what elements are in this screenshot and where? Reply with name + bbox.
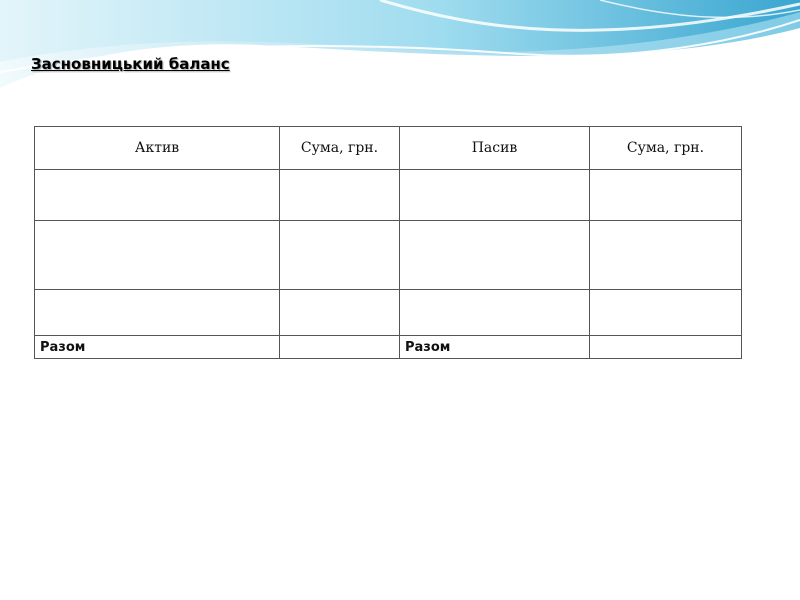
total-row — [35, 336, 742, 359]
table-row — [35, 170, 742, 221]
header-cell-assets: Актив — [35, 127, 280, 170]
table-cell — [400, 170, 590, 221]
header-wave-decoration — [0, 0, 800, 100]
header-cell-liabilities-sum: Сума, грн. — [590, 127, 742, 170]
table-cell — [35, 221, 280, 290]
table-cell — [400, 290, 590, 336]
table-cell — [590, 221, 742, 290]
total-assets-sum — [280, 336, 400, 359]
header-cell-assets-sum: Сума, грн. — [280, 127, 400, 170]
table-header-row — [35, 127, 742, 170]
total-liabilities-sum — [590, 336, 742, 359]
table-cell — [35, 170, 280, 221]
table-row — [35, 290, 742, 336]
table-row — [35, 221, 742, 290]
header-cell-liabilities: Пасив — [400, 127, 590, 170]
table-cell — [590, 290, 742, 336]
table-cell — [400, 221, 590, 290]
table-cell — [280, 170, 400, 221]
table-cell — [280, 290, 400, 336]
table-cell — [590, 170, 742, 221]
table-cell — [35, 290, 280, 336]
wave-front — [0, 0, 800, 62]
slide-title: Засновницький баланс — [31, 55, 230, 73]
total-liabilities-label: Разом — [400, 336, 590, 359]
balance-table — [34, 126, 742, 359]
total-assets-label: Разом — [35, 336, 280, 359]
table-cell — [280, 221, 400, 290]
